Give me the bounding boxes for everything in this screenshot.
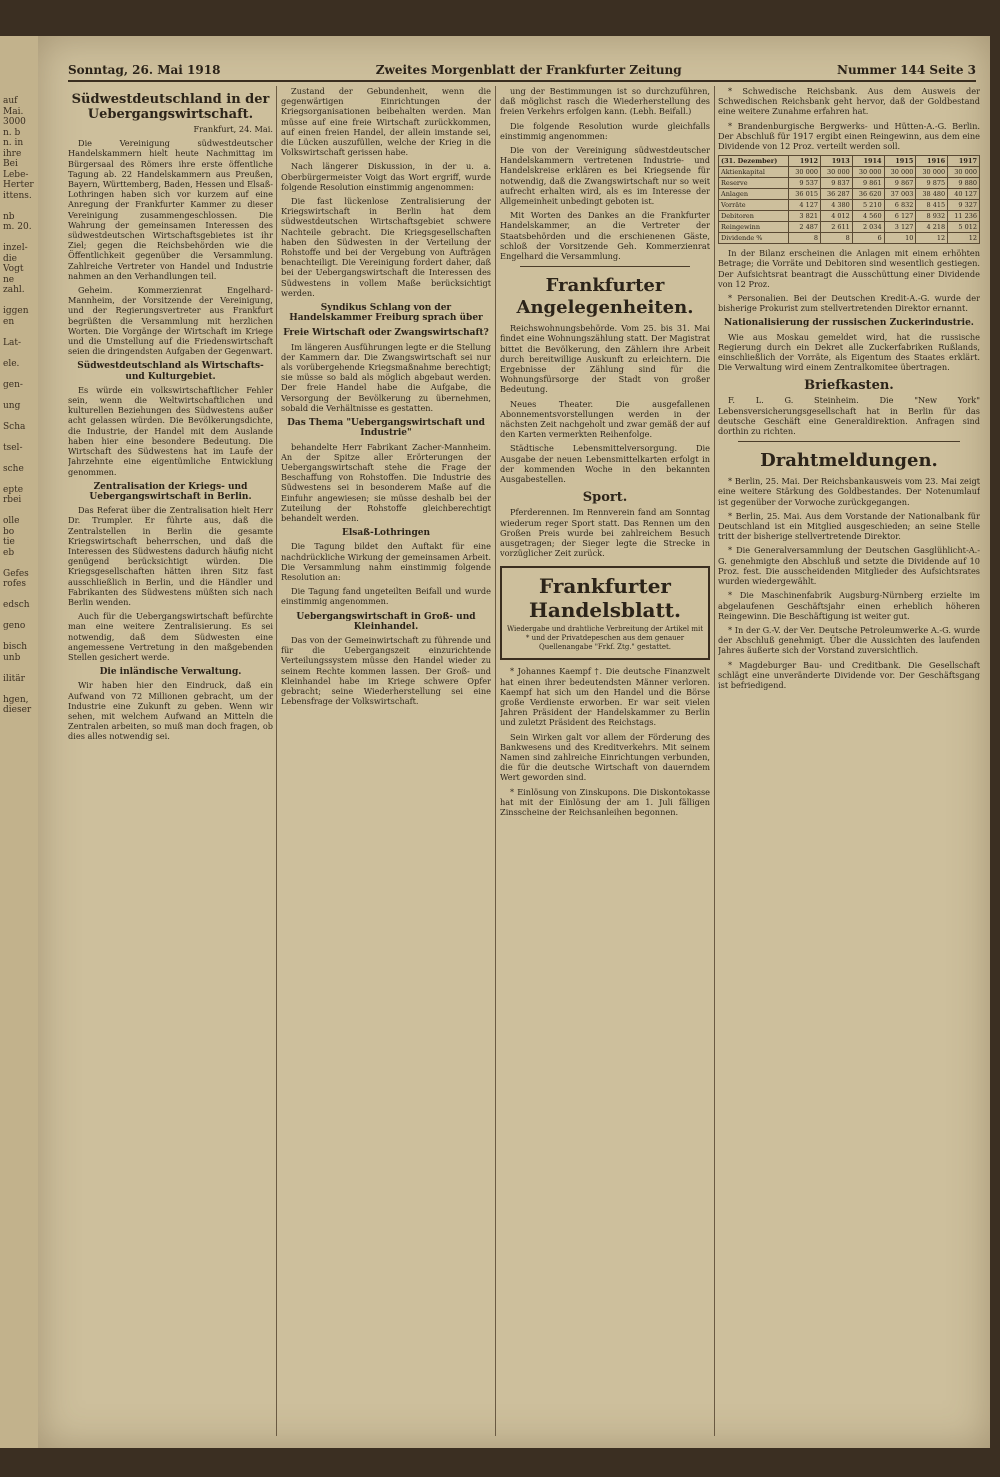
paragraph: * Berlin, 25. Mai. Der Reichsbankausweis vom 23. Mai zeigt eine weitere Stärkung des Goldbestandes. Der Notenumlauf ist gegenüber der Vorwoche zurückgegangen.	[718, 476, 980, 507]
table-cell: 37 003	[884, 189, 916, 200]
table-cell: 2 611	[821, 222, 853, 233]
table-cell: 4 560	[852, 211, 884, 222]
strip-fragment: dieser	[3, 705, 32, 715]
strip-fragment: ittens.	[3, 190, 32, 201]
strip-fragment: hgen,	[3, 694, 29, 705]
strip-fragment: ne	[3, 274, 15, 285]
strip-fragment: gen-	[3, 379, 23, 390]
table-cell: 9 867	[884, 178, 916, 189]
strip-fragment: iggen	[3, 306, 29, 316]
table-header-cell: (31. Dezember)	[719, 156, 789, 167]
table-cell: 6 127	[884, 211, 916, 222]
table-cell: 8	[821, 233, 853, 244]
table-cell: 30 000	[852, 167, 884, 178]
table-cell: 2 034	[852, 222, 884, 233]
table-header-cell: 1917	[948, 156, 980, 167]
masthead-date: Sonntag, 26. Mai 1918	[68, 63, 221, 77]
paragraph: Die Tagung bildet den Auftakt für eine nachdrückliche Wirkung der gemeinsamen Arbeit. Die Versammlung nahm einstimmig folgende Resolution an:	[281, 541, 491, 582]
strip-fragment	[3, 611, 38, 622]
strip-fragment: inzel-	[3, 243, 28, 253]
table-cell: 8 932	[916, 211, 948, 222]
section-headline: Drahtmeldungen.	[760, 450, 938, 472]
column-3	[500, 86, 710, 1441]
strip-fragment: Lebe-	[3, 169, 29, 180]
strip-fragment: Mai.	[3, 106, 24, 117]
subheading: Elsaß-Lothringen	[341, 528, 431, 539]
column-rule	[714, 86, 715, 1436]
paragraph: Geheim. Kommerzienrat Engelhard-Mannheim, der Vorsitzende der Vereinigung, und der Regierungsvertreter aus Frankfurt begrüßten die Versammlung mit herzlichen Worten. Die Vorgänge der Wirtschaft im Kriege und die Umstellung auf die Friedenswirtschaft seien die dringendsten Aufgaben der Gegenwart.	[68, 285, 273, 357]
table-cell: 40 127	[948, 189, 980, 200]
strip-fragment: geno	[3, 621, 26, 631]
table-cell: 9 875	[916, 178, 948, 189]
subheading: Die inländische Verwaltung.	[99, 667, 242, 678]
table-row	[719, 222, 980, 233]
paragraph: * Die Maschinenfabrik Augsburg-Nürnberg erzielte im abgelaufenen Geschäftsjahr einen erheblich höheren Reingewinn. Die Beschäftigung ist weiter gut.	[718, 590, 980, 621]
strip-fragment: n. in	[3, 138, 24, 148]
paragraph: Zustand der Gebundenheit, wenn die gegenwärtigen Einrichtungen der Kriegsorganisationen beibehalten werden. Man müsse auf eine freie Wirtschaft zurückkommen, auf einen freien Handel, der allein imstande sei, die Lücken auszufüllen, welche der Krieg in die Volkswirtschaft gerissen habe.	[281, 86, 491, 158]
table-cell: 9 880	[948, 178, 980, 189]
table-cell: Reserve	[719, 178, 789, 189]
subheading: Freie Wirtschaft oder Zwangswirtschaft?	[283, 328, 489, 339]
strip-fragment: ilitär	[3, 673, 25, 684]
paragraph: Die folgende Resolution wurde gleichfalls einstimmig angenommen:	[500, 120, 710, 141]
resolution-text: Die fast lückenlose Zentralisierung der Kriegswirtschaft in Berlin hat dem südwestdeutschen Wirtschaftsgebiet schwere Nachteile gebracht. Die Kriegsgesellschaften haben den Südwesten in der Verteilung der Rohstoffe und bei der Vergebung von Aufträgen benachteiligt. Die Vereinigung fordert daher, daß bei der Uebergangswirtschaft die Interessen des Südwestens in vollem Maße berücksichtigt werden.	[281, 196, 491, 298]
table-cell: 11 236	[948, 211, 980, 222]
strip-fragment	[3, 632, 38, 643]
table-cell: 5 210	[852, 200, 884, 211]
strip-fragment	[3, 432, 38, 443]
section-headline: Frankfurter Angelegenheiten.	[516, 275, 694, 319]
strip-fragment: die	[3, 253, 17, 264]
strip-fragment: ung	[3, 400, 21, 411]
table-cell: Aktienkapital	[719, 167, 789, 178]
table-cell: 9 861	[852, 178, 884, 189]
paragraph: Pferderennen. Im Rennverein fand am Sonntag wiederum reger Sport statt. Das Rennen um den Großen Preis wurde bei zahlreichem Besuch ausgetragen; der Sieger legte die Strecke in vorzüglicher Zeit zurück.	[500, 507, 710, 559]
paragraph: * Einlösung von Zinskupons. Die Diskontokasse hat mit der Einlösung der am 1. Juli fälligen Zinsscheine der Reichsanleihen begonnen.	[500, 786, 710, 817]
table-row	[719, 178, 980, 189]
column-1	[68, 86, 273, 1441]
paragraph: Städtische Lebensmittelversorgung. Die Ausgabe der neuen Lebensmittelkarten erfolgt in der kommenden Woche in den bekannten Ausgabestellen.	[500, 443, 710, 485]
box-title: Frankfurter Handelsblatt.	[529, 574, 681, 623]
table-cell: 4 012	[821, 211, 853, 222]
table-row	[719, 167, 980, 178]
strip-fragment	[3, 233, 38, 244]
table-cell: 36 015	[789, 189, 821, 200]
table-cell: 30 000	[821, 167, 853, 178]
paragraph: * In der G.-V. der Ver. Deutsche Petroleumwerke A.-G. wurde der Abschluß genehmigt. Über die Aussichten des laufenden Jahres äußerte sich der Vorstand zuversichtlich.	[718, 624, 980, 656]
table-cell: 38 480	[916, 189, 948, 200]
strip-fragment: bo	[3, 526, 15, 537]
table-cell: 9 537	[789, 178, 821, 189]
strip-fragment: Lat-	[3, 337, 21, 348]
strip-fragment	[3, 558, 38, 569]
strip-fragment: ihre	[3, 148, 22, 159]
table-cell: 30 000	[789, 167, 821, 178]
strip-fragment: ele.	[3, 358, 20, 369]
strip-fragment: Scha	[3, 421, 26, 432]
strip-fragment	[3, 684, 38, 695]
box-subtitle: Wiedergabe und drahtliche Verbreitung der Artikel mit * und der Privatdepeschen aus dem genauer Quellenangabe "Frkf. Ztg." gestattet.	[506, 625, 704, 652]
table-row	[719, 233, 980, 244]
table-cell: 3 821	[789, 211, 821, 222]
strip-fragment: Herter	[3, 180, 34, 190]
table-cell: 4 218	[916, 222, 948, 233]
table-cell: Vorräte	[719, 200, 789, 211]
strip-fragment: epte	[3, 484, 24, 495]
section-rule	[520, 266, 690, 267]
paragraph: ung der Bestimmungen ist so durchzuführen, daß möglichst rasch die Wiederherstellung des freien Verkehrs erfolgen kann. (Lebh. Beifall.)	[500, 86, 710, 117]
table-header-row	[719, 156, 980, 167]
paragraph: Das von der Gemeinwirtschaft zu führende und für die Uebergangszeit einzurichtende Verteilungssystem müsse den Handel wieder zu seinem Rechte kommen lassen. Der Groß- und Kleinhandel habe im Kriege schwere Opfer gebracht; seine Wiederherstellung sei eine Lebensfrage der Volkswirtschaft.	[281, 634, 491, 707]
paragraph: Sein Wirken galt vor allem der Förderung des Bankwesens und des Kreditverkehrs. Mit seinem Namen sind zahlreiche Einrichtungen verbunden, die für die deutsche Wirtschaft von dauerndem Wert geworden sind.	[500, 731, 710, 783]
paragraph: Die Tagung fand ungeteilten Beifall und wurde einstimmig angenommen.	[281, 586, 491, 607]
table-cell: 8 415	[916, 200, 948, 211]
strip-fragment	[3, 201, 38, 212]
strip-fragment: unb	[3, 652, 21, 663]
paragraph: Das Referat über die Zentralisation hielt Herr Dr. Trumpler. Er führte aus, daß die Zentralstellen in Berlin die gesamte Kriegswirtschaft beherrschen, und daß die Interessen des Südwestens dadurch häufig nicht genügend berücksichtigt würden. Die Kriegsgesellschaften hätten ihren Sitz fast ausschließlich in Berlin, und die Händler und Fabrikanten des Südwestens müßten sich nach Berlin wenden.	[68, 505, 273, 607]
masthead	[68, 60, 976, 82]
paragraph: Nach längerer Diskussion, in der u. a. Oberbürgermeister Voigt das Wort ergriff, wurde folgende Resolution einstimmig angenommen:	[281, 161, 491, 192]
paragraph: Neues Theater. Die ausgefallenen Abonnementsvorstellungen werden in der nächsten Zeit nachgeholt und zwar gemäß der auf den Karten vermerkten Reihenfolge.	[500, 398, 710, 440]
strip-fragment: zahl.	[3, 285, 25, 295]
strip-fragment: eb	[3, 547, 15, 558]
paragraph: Mit Worten des Dankes an die Frankfurter Handelskammer, an die Vertreter der Staatsbehörden und die erschienenen Gäste, schloß der Vorsitzende Geh. Kommerzienrat Engelhard die Versammlung.	[500, 210, 710, 262]
strip-fragment: 3000	[3, 117, 26, 127]
paragraph: * Die Generalversammlung der Deutschen Gasglühlicht-A.-G. genehmigte den Abschluß und setzte die Dividende auf 10 Proz. fest. Die ausscheidenden Mitglieder des Aufsichtsrates wurden wiedergewählt.	[718, 545, 980, 587]
column-4	[718, 86, 980, 1441]
table-header-cell: 1915	[884, 156, 916, 167]
table-cell: 30 000	[948, 167, 980, 178]
masthead-number: Nummer 144 Seite 3	[836, 63, 976, 77]
paragraph: * Personalien. Bei der Deutschen Kredit-A.-G. wurde der bisherige Prokurist zum stellvertretenden Direktor ernannt.	[718, 293, 980, 314]
subheading: Uebergangswirtschaft in Groß- und Kleinhandel.	[296, 611, 476, 632]
strip-fragment: auf	[3, 96, 18, 106]
strip-fragment: en	[3, 316, 15, 327]
masthead-title: Zweites Morgenblatt der Frankfurter Zeitung	[375, 63, 682, 77]
table-cell: 6 832	[884, 200, 916, 211]
section-headline: Sport.	[582, 490, 628, 506]
paragraph: * Brandenburgische Bergwerks- und Hütten-A.-G. Berlin. Der Abschluß für 1917 ergibt einen Reingewinn, aus dem eine Dividende von 12 Proz. verteilt werden soll.	[718, 120, 980, 152]
table-cell: 6	[852, 233, 884, 244]
table-header-cell: 1913	[821, 156, 853, 167]
subheading: Südwestdeutschland als Wirtschafts- und Kulturgebiet.	[77, 361, 264, 382]
strip-fragment: nb	[3, 211, 15, 222]
paragraph: Reichswohnungsbehörde. Vom 25. bis 31. Mai findet eine Wohnungszählung statt. Der Magistrat bittet die Bevölkerung, den Zählern ihre Arbeit durch bereitwillige Auskunft zu erleichtern. Die Ergebnisse der Zählung sind für die Wohnungsfürsorge der Stadt von großer Bedeutung.	[500, 323, 710, 395]
strip-fragment: n. b	[3, 127, 21, 138]
paragraph: Wir haben hier den Eindruck, daß ein Aufwand von 72 Millionen gebracht, um der Industrie eine Zukunft zu geben. Wenn wir sehen, mit welchem Aufwand an Mitteln die Zentralen arbeiten, so muß man doch fragen, ob dies alles notwendig sei.	[68, 680, 273, 742]
resolution-text: Die von der Vereinigung südwestdeutscher Handelskammern vertretenen Industrie- und Handelskreise erklären es bei Kriegsende für notwendig, daß die Zwangswirtschaft nur so weit aufrecht erhalten wird, als es im Interesse der Allgemeinheit unbedingt geboten ist.	[500, 145, 710, 207]
table-cell: Dividende %	[719, 233, 789, 244]
strip-fragment	[3, 390, 38, 401]
strip-fragment	[3, 348, 38, 359]
strip-fragment: rofes	[3, 579, 26, 589]
subheading: Zentralisation der Kriegs- und Uebergangswirtschaft in Berlin.	[89, 481, 252, 502]
column-rule	[276, 86, 277, 1436]
strip-fragment	[3, 474, 38, 485]
table-header-cell: 1912	[789, 156, 821, 167]
subheading: Das Thema "Uebergangswirtschaft und Industrie"	[287, 418, 485, 439]
handelsblatt-box	[500, 566, 710, 660]
table-cell: Debitoren	[719, 211, 789, 222]
paragraph: Auch für die Uebergangswirtschaft befürchte man eine weitere Zentralisierung. Es sei notwendig, daß dem Südwesten eine angemessene Vertretung in den maßgebenden Stellen gesichert werde.	[68, 611, 273, 662]
paragraph: In der Bilanz erscheinen die Anlagen mit einem erhöhten Betrage; die Vorräte und Debitoren sind wesentlich gestiegen. Der Aufsichtsrat beantragt die Ausschüttung einer Dividende von 12 Proz.	[718, 248, 980, 289]
table-header-cell: 1916	[916, 156, 948, 167]
table-cell: 2 487	[789, 222, 821, 233]
strip-fragment	[3, 506, 38, 517]
strip-fragment	[3, 369, 38, 380]
paragraph: behandelte Herr Fabrikant Zacher-Mannheim. An der Spitze aller Erörterungen der Uebergangswirtschaft stehe die Frage der Beschaffung von Rohstoffen. Die Industrie des Südwestens sei in besonderem Maße auf die Einfuhr angewiesen; sie müsse deshalb bei der Zuteilung der Rohstoffe gleichberechtigt behandelt werden.	[281, 441, 491, 523]
strip-fragment: m. 20.	[3, 222, 32, 232]
strip-fragment: edsch	[3, 600, 30, 610]
strip-fragment	[3, 296, 38, 307]
strip-fragment	[3, 590, 38, 601]
paragraph: * Magdeburger Bau- und Creditbank. Die Gesellschaft schlägt eine unveränderte Dividende vor. Der Geschäftsgang ist befriedigend.	[718, 659, 980, 690]
table-cell: 36 287	[821, 189, 853, 200]
table-cell: 4 380	[821, 200, 853, 211]
strip-fragment	[3, 453, 38, 464]
paragraph: Wie aus Moskau gemeldet wird, hat die russische Regierung durch ein Dekret alle Zuckerfabriken Rußlands, einschließlich der Vorräte, als Eigentum des Staates erklärt. Die Verwaltung wird einem Zentralkomitee übertragen.	[718, 331, 980, 373]
paragraph: F. L. G. Steinheim. Die "New York" Lebensversicherungsgesellschaft hat in Berlin für das deutsche Geschäft eine Generaldirektion. Anfragen sind dorthin zu richten.	[718, 395, 980, 437]
strip-fragment: tie	[3, 537, 15, 547]
paragraph: * Johannes Kaempf †. Die deutsche Finanzwelt hat einen ihrer bedeutendsten Männer verloren. Kaempf hat sich um den Handel und die Börse große Verdienste erworben. Er war seit vielen Jahren Präsident der Handelskammer zu Berlin und zuletzt Präsident des Reichstags.	[500, 666, 710, 728]
column-rule	[495, 86, 496, 1436]
table-cell: 9 837	[821, 178, 853, 189]
strip-fragment: Gefes	[3, 568, 29, 579]
table-cell: 12	[916, 233, 948, 244]
strip-fragment: Bei	[3, 159, 18, 169]
table-cell: 10	[884, 233, 916, 244]
strip-fragment: Vogt	[3, 264, 24, 274]
table-cell: Anlagen	[719, 189, 789, 200]
paragraph: * Schwedische Reichsbank. Aus dem Ausweis der Schwedischen Reichsbank geht hervor, daß der Goldbestand eine weitere Zunahme erfahren hat.	[718, 86, 980, 117]
article-headline: Südwestdeutschland in der Uebergangswirtschaft.	[71, 92, 270, 122]
table-cell: 8	[789, 233, 821, 244]
strip-fragment	[3, 327, 38, 338]
strip-fragment: bisch	[3, 642, 28, 652]
strip-fragment	[3, 411, 38, 422]
table-row	[719, 189, 980, 200]
table-cell: 4 127	[789, 200, 821, 211]
table-header-cell: 1914	[852, 156, 884, 167]
table-cell: 36 620	[852, 189, 884, 200]
table-cell: 3 127	[884, 222, 916, 233]
paragraph: * Berlin, 25. Mai. Aus dem Vorstande der Nationalbank für Deutschland ist ein Mitglied ausgeschieden; an seine Stelle tritt der bisherige stellvertretende Direktor.	[718, 510, 980, 542]
financial-table	[718, 155, 980, 244]
newspaper-page	[38, 36, 990, 1448]
strip-fragment	[3, 663, 38, 674]
table-cell: 12	[948, 233, 980, 244]
paragraph: Die Vereinigung südwestdeutscher Handelskammern hielt heute Nachmittag im Bürgersaal des Römers ihre erste öffentliche Tagung ab. 22 Handelskammern aus Preußen, Bayern, Württemberg, Baden, Hessen und Elsaß-Lothringen haben sich vor kurzem auf eine Anregung der Frankfurter Kammer zu dieser Vereinigung zusammengeschlossen. Die Wahrung der gemeinsamen Interessen des südwestdeutschen Wirtschaftsgebietes ist ihr Ziel; gegen die Reichsbehörden wie die Öffentlichkeit gegenüber die Versammlung. Zahlreiche Vertreter von Handel und Industrie nahmen an den Verhandlungen teil.	[68, 138, 273, 281]
table-cell: Reingewinn	[719, 222, 789, 233]
table-row	[719, 211, 980, 222]
table-cell: 30 000	[916, 167, 948, 178]
paragraph: Im längeren Ausführungen legte er die Stellung der Kammern dar. Die Zwangswirtschaft sei nur als vorübergehende Kriegsmaßnahme berechtigt; sie müsse so bald als möglich abgebaut werden. Der freie Handel habe die Aufgabe, die Versorgung der Bevölkerung zu übernehmen, sobald die Verhältnisse es gestatten.	[281, 341, 491, 413]
table-cell: 5 012	[948, 222, 980, 233]
section-headline: Briefkasten.	[804, 378, 894, 394]
strip-fragment: olle	[3, 516, 20, 526]
table-cell: 30 000	[884, 167, 916, 178]
paragraph: Es würde ein volkswirtschaftlicher Fehler sein, wenn die Weltwirtschaftlichen und kulturellen Beziehungen des Südwestens außer acht gelassen würden. Die Bevölkerungsdichte, die Industrie, der Handel mit dem Auslande haben hier eine besondere Bedeutung. Die Wirtschaft des Südwestens hat im Laufe der Jahrzehnte eine eigentümliche Entwicklung genommen.	[68, 384, 273, 477]
section-rule	[738, 441, 960, 442]
table-row	[719, 200, 980, 211]
dateline: Frankfurt, 24. Mai.	[193, 124, 273, 134]
table-cell: 9 327	[948, 200, 980, 211]
subheading: Nationalisierung der russischen Zuckerindustrie.	[724, 318, 974, 329]
strip-fragment: tsel-	[3, 442, 23, 453]
strip-fragment: sche	[3, 463, 24, 474]
column-2	[281, 86, 491, 1441]
adjacent-page-strip	[0, 36, 38, 1448]
strip-fragment: rbei	[3, 495, 22, 505]
subheading: Syndikus Schlang von der Handelskammer Freiburg sprach über	[289, 303, 483, 324]
